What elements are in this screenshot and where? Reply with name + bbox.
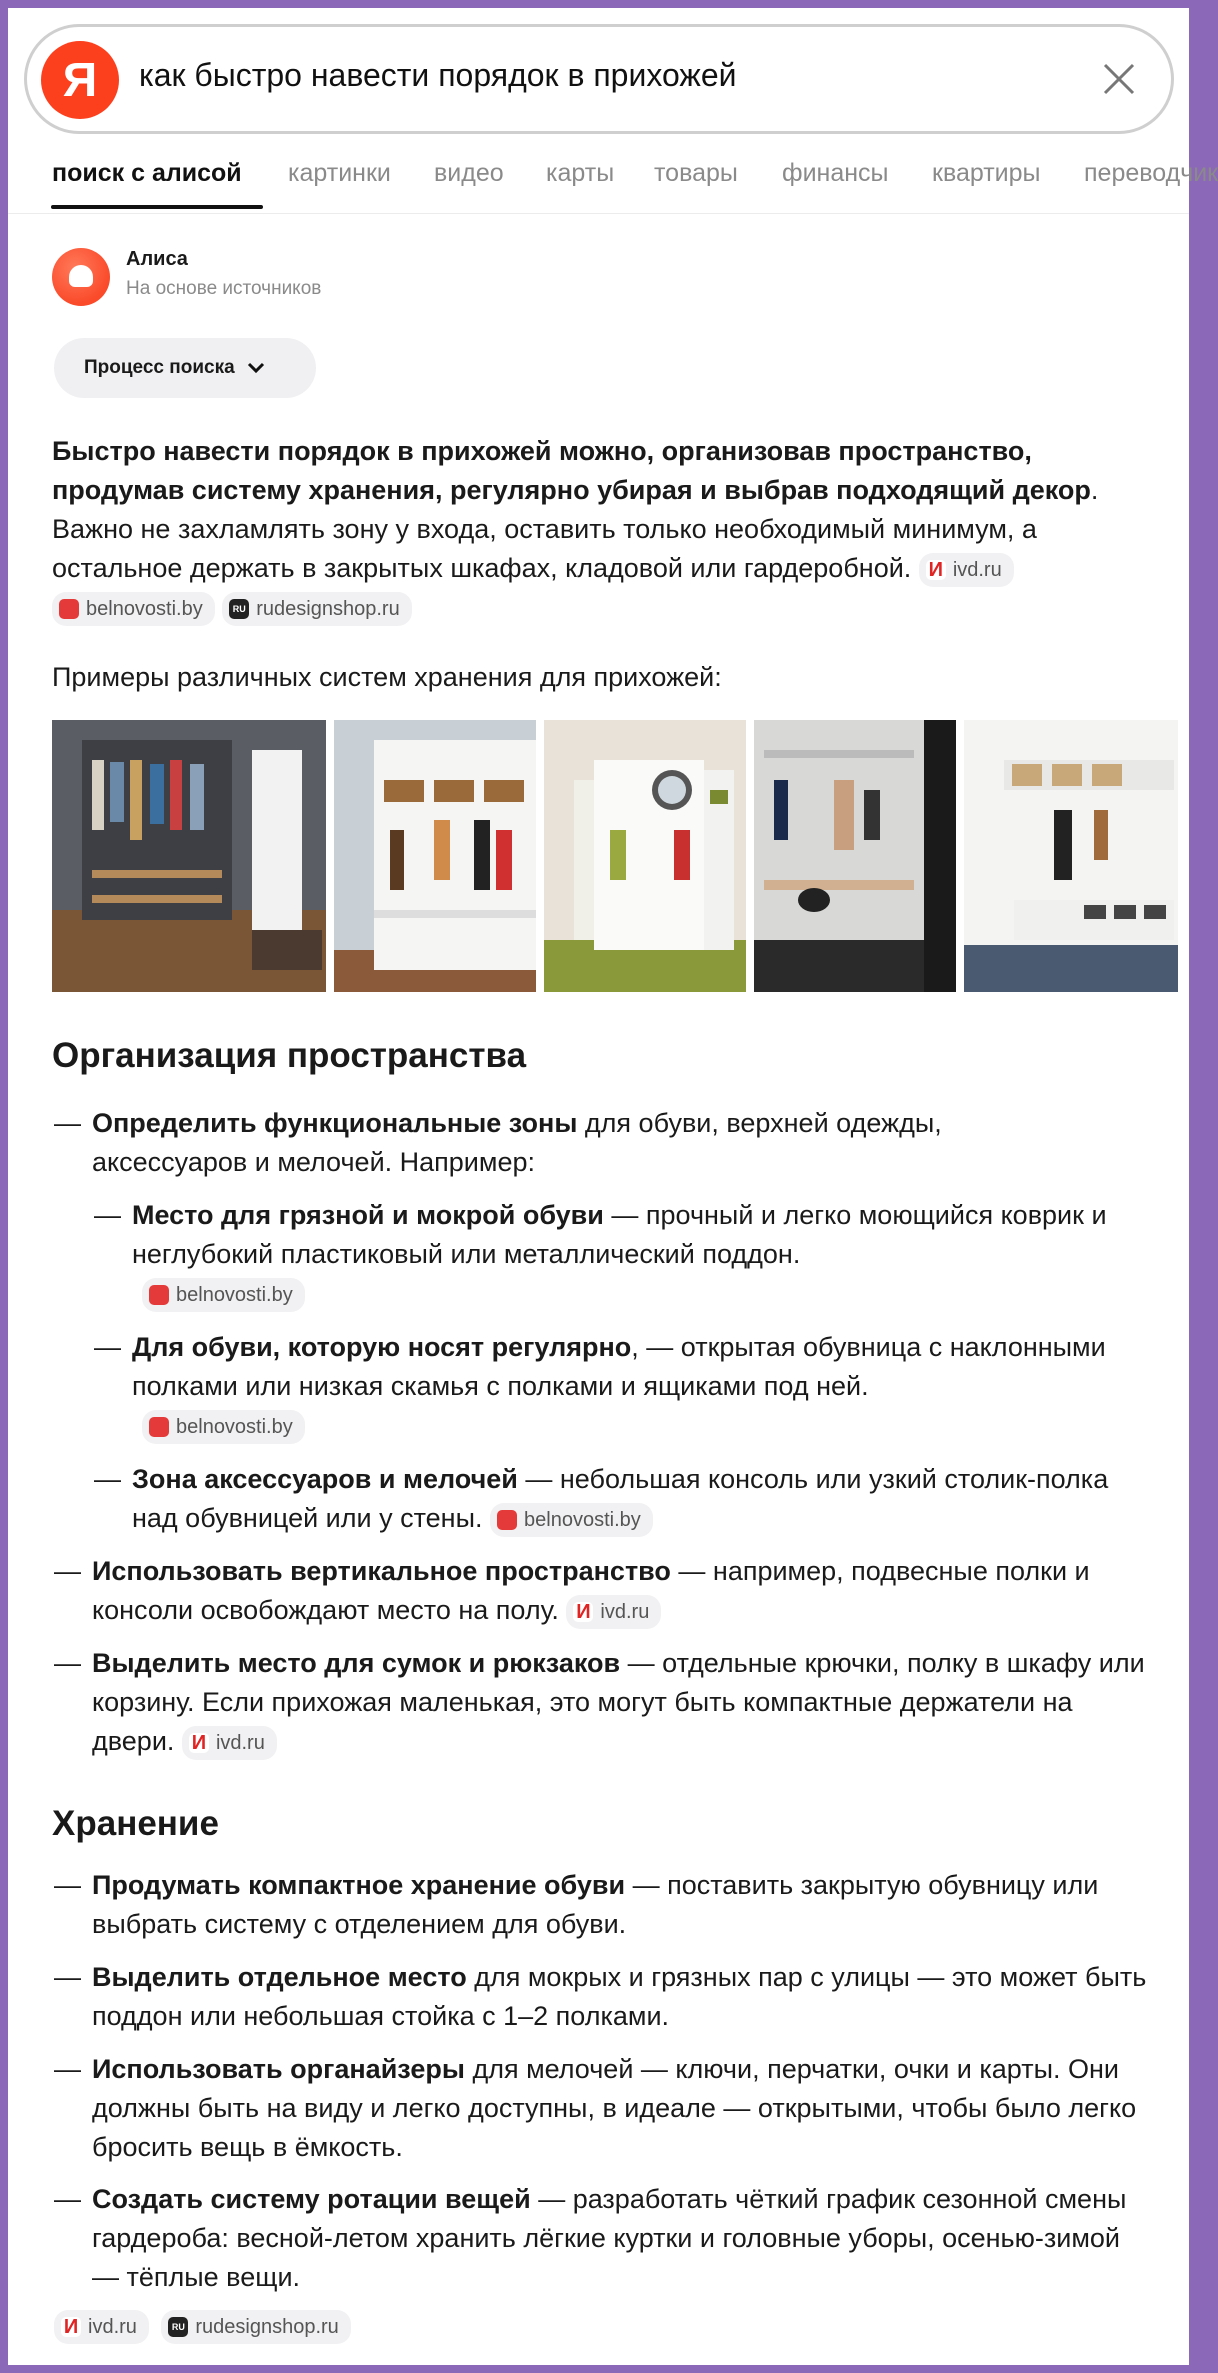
item-text: для мелочей — ключи, перчатки, очки и карты. Они должны быть на виду и легко доступны, в идеале — открытыми, чтобы было легко бросить вещь в ёмкость. <box>92 2054 1137 2162</box>
source-label: belnovosti.by <box>524 1508 641 1531</box>
source-label: belnovosti.by <box>176 1415 293 1438</box>
page <box>8 8 1218 2365</box>
list-item <box>92 1958 1152 2036</box>
section-heading: Хранение <box>52 1804 219 1843</box>
belnovosti-icon <box>59 599 79 619</box>
answer-intro <box>52 432 1152 627</box>
source-label: ivd.ru <box>215 1731 265 1754</box>
list-item <box>132 1328 1132 1445</box>
source-label: ivd.ru <box>88 2316 137 2338</box>
bullet-dash: — <box>94 1332 121 1362</box>
source-chip-rudesignshop[interactable] <box>222 592 411 626</box>
item-bold: Зона аксессуаров и мелочей <box>132 1464 518 1494</box>
list-item <box>92 2050 1152 2167</box>
gallery-image[interactable] <box>964 720 1178 992</box>
ivd-icon: И <box>573 1602 593 1622</box>
source-chip-belnovosti[interactable] <box>142 1410 305 1444</box>
close-icon[interactable] <box>1097 57 1141 101</box>
search-process-label: Процесс поиска <box>84 357 235 378</box>
bullet-dash: — <box>54 1648 81 1678</box>
list-item <box>92 1866 1152 1944</box>
source-chip-ivd[interactable] <box>919 553 1014 587</box>
tab-translator[interactable]: переводчик <box>1084 159 1218 187</box>
alice-logo-icon <box>52 248 110 306</box>
gallery-image[interactable] <box>544 720 746 992</box>
image-gallery <box>52 720 1178 992</box>
tab-products[interactable]: товары <box>654 159 738 187</box>
tab-video[interactable]: видео <box>434 159 504 187</box>
item-bold: Создать систему ротации вещей <box>92 2184 531 2214</box>
source-label: ivd.ru <box>600 1600 650 1623</box>
item-bold: Выделить место для сумок и рюкзаков <box>92 1648 621 1678</box>
gallery-image[interactable] <box>334 720 536 992</box>
ivd-icon: И <box>61 2317 81 2337</box>
rudesignshop-icon: RU <box>168 2317 188 2337</box>
item-text: , — открытая обувница с наклонными полками или низкая скамья с полками и ящиками под ней. <box>132 1332 1106 1401</box>
list-item <box>132 1460 1112 1538</box>
tab-alice-search[interactable]: поиск с алисой <box>52 159 242 187</box>
alice-subtitle: На основе источников <box>126 278 322 299</box>
source-chip-belnovosti[interactable] <box>142 1278 305 1312</box>
source-chip-belnovosti[interactable] <box>52 592 215 626</box>
intro-bold: Быстро навести порядок в прихожей можно, организовав пространство, продумав систему хранения, регулярно убирая и выбрав подходящий декор <box>52 436 1091 505</box>
item-text: — отдельные крючки, полку в шкафу или корзину. Если прихожая маленькая, это могут быть компактные держатели на двери. <box>92 1648 1145 1756</box>
bullet-dash: — <box>54 2184 81 2214</box>
source-label: belnovosti.by <box>86 597 203 620</box>
item-text: для обуви, верхней одежды, аксессуаров и мелочей. Например: <box>92 1108 942 1177</box>
tab-finance[interactable]: финансы <box>782 159 889 187</box>
search-input[interactable]: как быстро навести порядок в прихожей <box>139 57 737 93</box>
source-label: belnovosti.by <box>176 1283 293 1306</box>
item-bold: Использовать органайзеры <box>92 2054 465 2084</box>
bullet-dash: — <box>54 2054 81 2084</box>
yandex-logo[interactable]: Я <box>41 41 119 119</box>
list-item <box>92 1552 1152 1630</box>
examples-title: Примеры различных систем хранения для прихожей: <box>52 662 722 692</box>
item-bold: Определить функциональные зоны <box>92 1108 578 1138</box>
item-text: для мокрых и грязных пар с улицы — это может быть поддон или небольшая стойка с 1–2 полками. <box>92 1962 1147 2031</box>
alice-name: Алиса <box>126 248 188 270</box>
search-process-button[interactable] <box>54 338 316 398</box>
list-item <box>92 1104 1092 1182</box>
active-tab-indicator <box>51 205 263 209</box>
belnovosti-icon <box>497 1510 517 1530</box>
rudesignshop-icon: RU <box>229 599 249 619</box>
list-item <box>92 2180 1152 2297</box>
item-text: — поставить закрытую обувницу или выбрать систему с отделением для обуви. <box>92 1870 1099 1939</box>
intro-text: Важно не захламлять зону у входа, оставить только необходимый минимум, а остальное держать в закрытых шкафах, кладовой или гардеробной. <box>52 514 1037 583</box>
item-text: — прочный и легко моющийся коврик и неглубокий пластиковый или металлический поддон. <box>132 1200 1107 1269</box>
search-tabs <box>8 143 1218 214</box>
list-item <box>92 1644 1152 1761</box>
item-text: — разработать чёткий график сезонной смены гардероба: весной-летом хранить лёгкие куртки и головные уборы, осенью-зимой — тёплые вещи. <box>92 2184 1127 2292</box>
tab-apartments[interactable]: квартиры <box>932 159 1041 187</box>
source-chip-belnovosti[interactable] <box>490 1503 653 1537</box>
source-chip-ivd[interactable] <box>566 1595 661 1629</box>
source-label: rudesignshop.ru <box>256 597 400 620</box>
source-label: rudesignshop.ru <box>195 2316 339 2338</box>
search-bar[interactable] <box>24 24 1174 134</box>
item-bold: Место для грязной и мокрой обуви <box>132 1200 604 1230</box>
bullet-dash: — <box>54 1962 81 1992</box>
item-bold: Выделить отдельное место <box>92 1962 467 1992</box>
item-text: — небольшая консоль или узкий столик-полка над обувницей или у стены. <box>132 1464 1109 1533</box>
section-heading: Организация пространства <box>52 1036 527 1075</box>
bullet-dash: — <box>54 1108 81 1138</box>
bullet-dash: — <box>54 1556 81 1586</box>
source-label: ivd.ru <box>952 558 1002 581</box>
bullet-dash: — <box>94 1464 121 1494</box>
chevron-down-icon <box>247 362 265 374</box>
tab-maps[interactable]: карты <box>546 159 615 187</box>
belnovosti-icon <box>149 1285 169 1305</box>
bullet-dash: — <box>94 1200 121 1230</box>
item-text: — например, подвесные полки и консоли освобождают место на полу. <box>92 1556 1090 1625</box>
source-chip-ivd[interactable] <box>54 2310 149 2344</box>
item-bold: Продумать компактное хранение обуви <box>92 1870 626 1900</box>
bullet-dash: — <box>54 1870 81 1900</box>
ivd-icon: И <box>926 560 946 580</box>
ivd-icon: И <box>189 1733 209 1753</box>
gallery-image[interactable] <box>754 720 956 992</box>
tab-images[interactable]: картинки <box>288 159 391 187</box>
sources-row <box>54 2310 351 2344</box>
item-bold: Для обуви, которую носят регулярно <box>132 1332 632 1362</box>
source-chip-ivd[interactable] <box>182 1726 277 1760</box>
item-bold: Использовать вертикальное пространство <box>92 1556 671 1586</box>
belnovosti-icon <box>149 1417 169 1437</box>
source-chip-rudesignshop[interactable] <box>161 2310 350 2344</box>
intro-dot: . <box>1090 475 1099 505</box>
list-item <box>132 1196 1112 1313</box>
gallery-image[interactable] <box>52 720 326 992</box>
